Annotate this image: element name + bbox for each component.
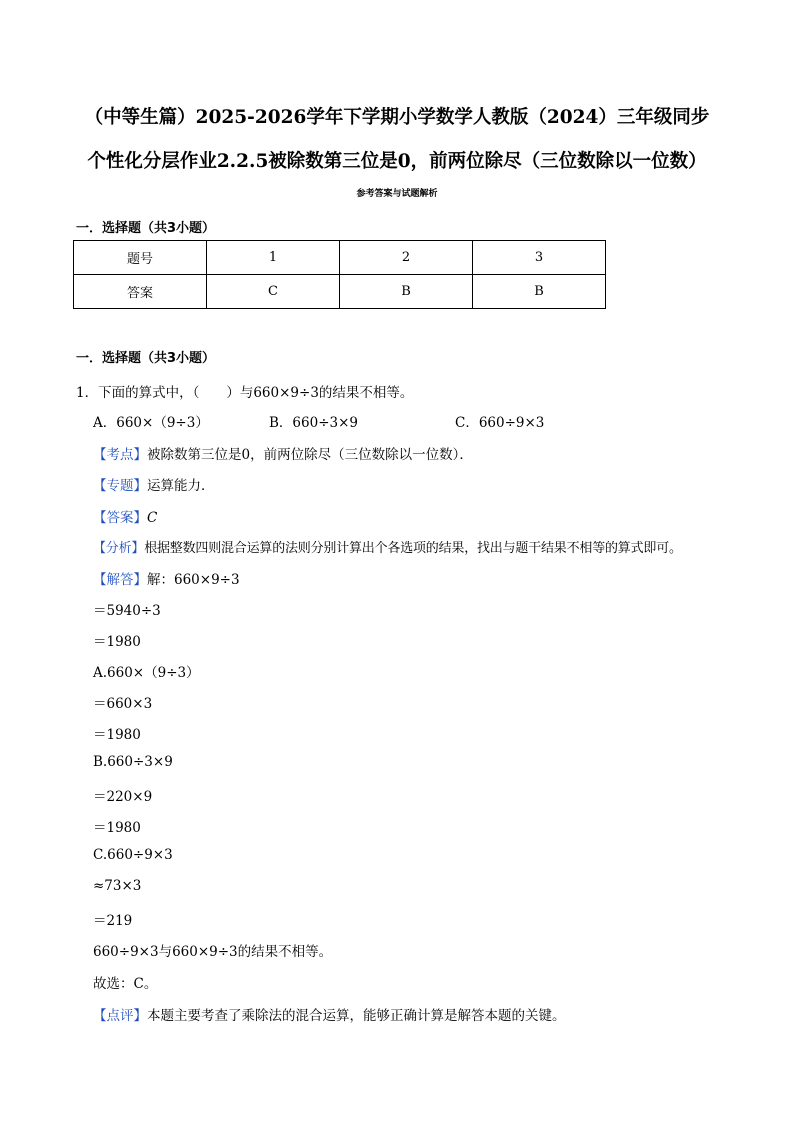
fenxi-tag: 【分析】 bbox=[93, 541, 145, 556]
daan-line bbox=[93, 506, 157, 526]
table-cell-number: 2 bbox=[340, 241, 473, 275]
table-cell-number: 3 bbox=[473, 241, 606, 275]
daan-tag: 【答案】 bbox=[93, 510, 147, 526]
daan-text: C bbox=[147, 510, 158, 526]
fenxi-text: 根据整数四则混合运算的法则分别计算出个各选项的结果，找出与题干结果不相等的算式即可。 bbox=[144, 541, 682, 556]
document-subtitle: 参考答案与试题解析 bbox=[356, 189, 438, 199]
answer-table bbox=[73, 240, 606, 309]
kaodian-text: 被除数第三位是0，前两位除尽（三位数除以一位数）． bbox=[147, 447, 473, 463]
solution-step: ＝1980 bbox=[93, 634, 141, 650]
jieda-text: 解：660×9÷3 bbox=[147, 572, 240, 588]
dianping-text: 本题主要考查了乘除法的混合运算，能够正确计算是解答本题的关键。 bbox=[147, 1008, 566, 1024]
solution-step: A.660×（9÷3） bbox=[93, 665, 200, 681]
option-a: A．660×（9÷3） bbox=[93, 415, 209, 431]
solution-step: ＝5940÷3 bbox=[93, 603, 161, 619]
zhuanti-text: 运算能力． bbox=[147, 478, 215, 494]
section-heading-answers: 一．选择题（共3小题） bbox=[76, 221, 216, 236]
solution-step: ＝1980 bbox=[93, 727, 141, 743]
table-cell-label: 答案 bbox=[74, 275, 207, 309]
zhuanti-line bbox=[93, 474, 215, 494]
table-cell-label: 题号 bbox=[74, 241, 207, 275]
solution-step: B.660÷3×9 bbox=[93, 754, 173, 770]
table-row-numbers bbox=[74, 241, 606, 275]
table-cell-answer: B bbox=[473, 275, 606, 309]
dianping-line bbox=[93, 1004, 566, 1024]
jieda-line bbox=[93, 568, 240, 588]
solution-step: C.660÷9×3 bbox=[93, 847, 173, 863]
dianping-tag: 【点评】 bbox=[93, 1008, 147, 1024]
section-heading-solutions: 一．选择题（共3小题） bbox=[76, 351, 216, 366]
table-row-answers bbox=[74, 275, 606, 309]
solution-step: ＝1980 bbox=[93, 820, 141, 836]
solution-choice: 故选：C。 bbox=[93, 976, 158, 992]
table-cell-number: 1 bbox=[207, 241, 340, 275]
question-stem: 1．下面的算式中，（ ）与660×9÷3的结果不相等。 bbox=[76, 385, 414, 401]
document-title-line1: （中等生篇）2025-2026学年下学期小学数学人教版（2024）三年级同步 bbox=[84, 107, 710, 128]
solution-step: ＝219 bbox=[93, 913, 133, 929]
fenxi-line bbox=[93, 537, 682, 556]
option-b: B．660÷3×9 bbox=[269, 415, 358, 431]
zhuanti-tag: 【专题】 bbox=[93, 478, 147, 494]
table-cell-answer: C bbox=[207, 275, 340, 309]
solution-step: ＝660×3 bbox=[93, 696, 153, 712]
solution-conclusion: 660÷9×3与660×9÷3的结果不相等。 bbox=[93, 944, 333, 960]
solution-step: ≈73×3 bbox=[93, 878, 142, 894]
solution-step: ＝220×9 bbox=[93, 789, 153, 805]
jieda-tag: 【解答】 bbox=[93, 572, 147, 588]
document-title-line2: 个性化分层作业2.2.5被除数第三位是0，前两位除尽（三位数除以一位数） bbox=[87, 151, 707, 172]
kaodian-tag: 【考点】 bbox=[93, 447, 147, 463]
kaodian-line bbox=[93, 443, 473, 463]
option-c: C．660÷9×3 bbox=[455, 415, 545, 431]
table-cell-answer: B bbox=[340, 275, 473, 309]
